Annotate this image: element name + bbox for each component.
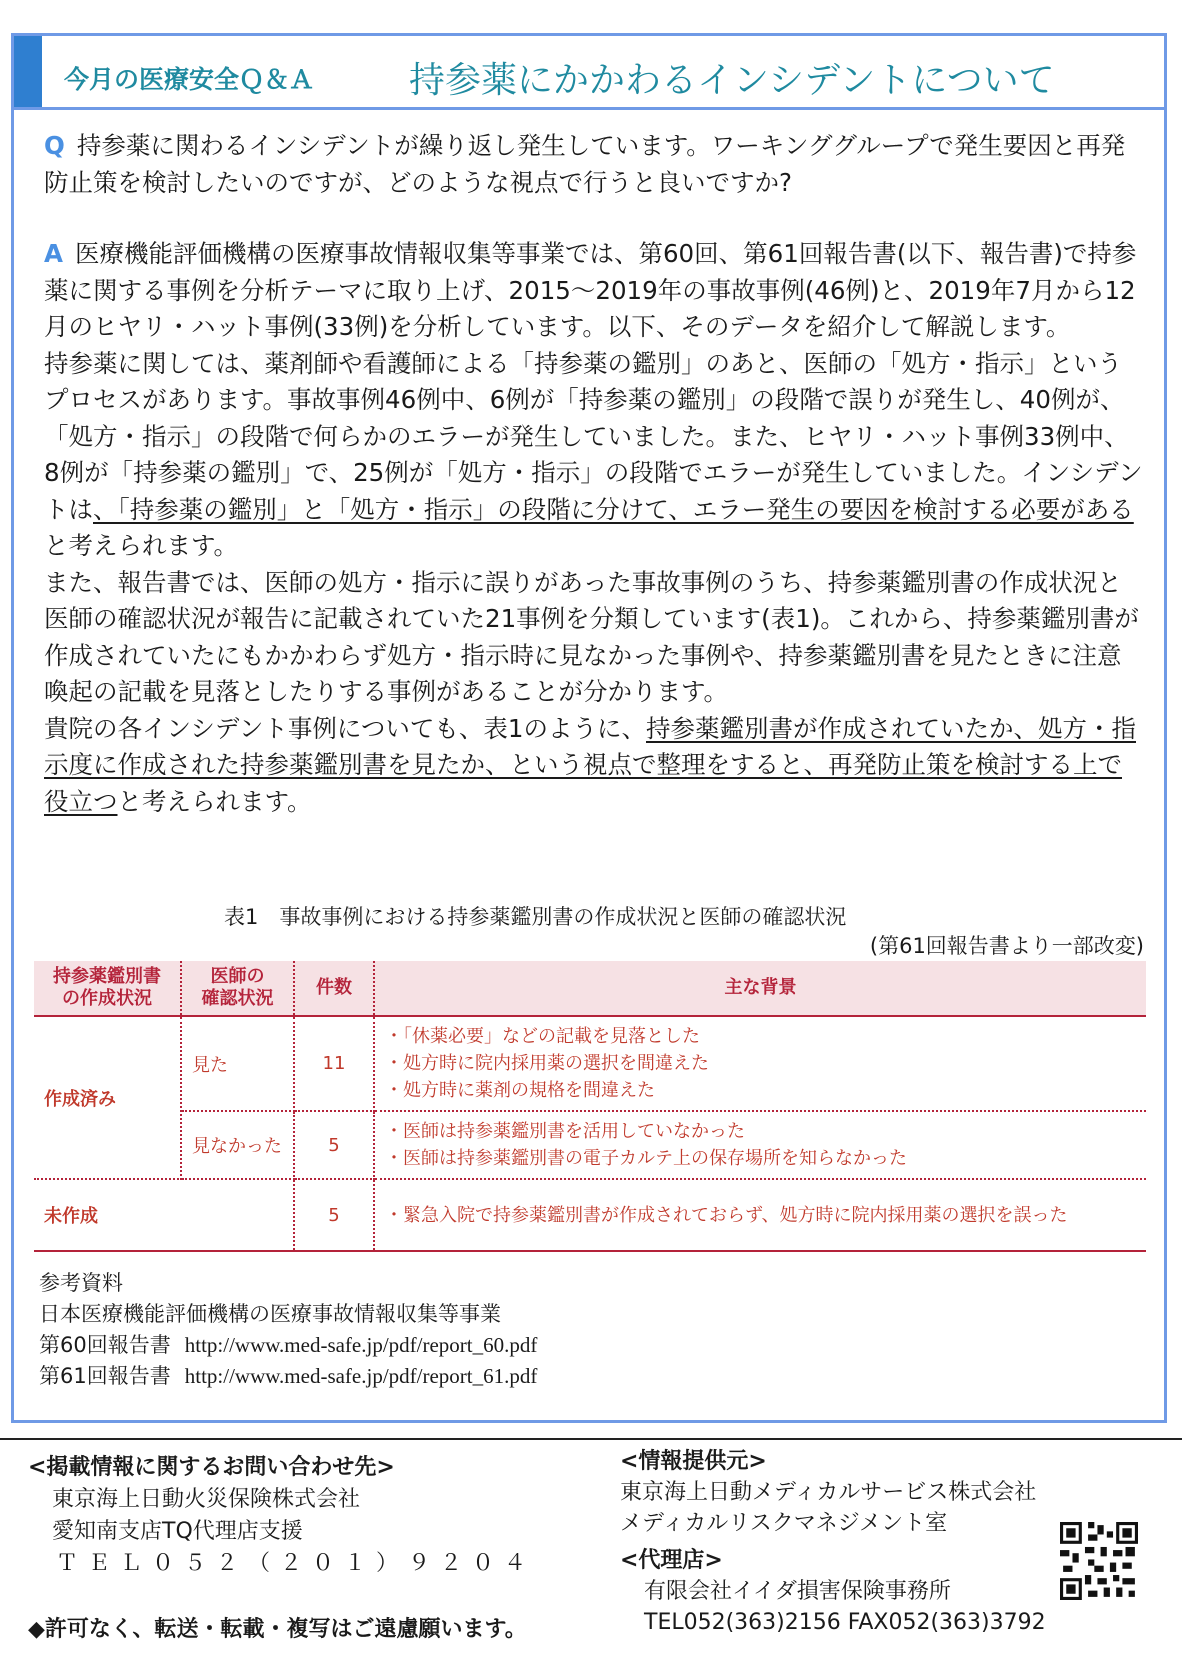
background-item: ・処方時に薬剤の規格を間違えた [385, 1080, 655, 1101]
provider-heading: <情報提供元> [620, 1449, 767, 1474]
contact-heading: <掲載情報に関するお問い合わせ先> [28, 1455, 395, 1480]
answer-paragraph-3: また、報告書では、医師の処方・指示に誤りがあった事故事例のうち、持参薬鑑別書の作成状況と医師の確認状況が報告に記載されていた21事例を分類しています(表1)。これから、持参薬鑑別書が作成されていたにもかかわらず処方・指示時に見なかった事例や、持参薬鑑別書を見たときに注意喚起の記載を見落としたりする事例があることが分かります。 [44, 567, 1139, 706]
header-accent [14, 36, 42, 107]
header-col2-line2: 確認状況 [201, 988, 274, 1009]
background-not-created [374, 1179, 1146, 1251]
agent-heading: <代理店> [620, 1548, 723, 1573]
answer-block [44, 236, 1144, 820]
table-header-row [34, 961, 1146, 1016]
answer-p1-text: 医療機能評価機構の医療事故情報収集等事業では、第60回、第61回報告書(以下、報告書)で持参薬に関する事例を分析テーマに取り上げ、2015～2019年の事故事例(46例)と、2019年7月から12月のヒヤリ・ハット事例(33例)を分析しています。以下、そのデータを紹介して解説します。 [44, 239, 1137, 341]
confirm-seen: 見た [181, 1016, 294, 1111]
background-item: ・医師は持参薬鑑別書を活用していなかった [385, 1121, 745, 1142]
table-row [34, 1111, 1146, 1179]
count-not-seen: 5 [294, 1111, 374, 1179]
article-frame [11, 33, 1167, 1423]
confirm-not-seen: 見なかった [181, 1111, 294, 1179]
header-cell-confirmation [181, 961, 294, 1016]
answer-paragraph-4 [44, 711, 1144, 821]
header-cell-background: 主な背景 [374, 961, 1146, 1016]
header-col1-line1: 持参薬鑑別書 [53, 966, 161, 987]
provider-company: 東京海上日動メディカルサービス株式会社 [620, 1480, 1037, 1505]
provider-info [620, 1446, 1046, 1638]
agent-name: 有限会社イイダ損害保険事務所 [644, 1579, 951, 1604]
count-seen: 11 [294, 1016, 374, 1111]
contact-tel: ＴＥＬ０５２（２０１）９２０４ [56, 1551, 537, 1576]
answer-paragraph-1 [44, 236, 1144, 346]
reference-60-link[interactable]: http://www.med-safe.jp/pdf/report_60.pdf [184, 1333, 538, 1357]
answer-p2-tail: と考えられます。 [44, 531, 239, 560]
header-bar [14, 36, 1164, 110]
table-row [34, 1179, 1146, 1251]
answer-paragraph-2 [44, 346, 1144, 565]
header-col1-line2: の作成状況 [62, 988, 152, 1009]
question-text: 持参薬に関わるインシデントが繰り返し発生しています。ワーキンググループで発生要因と再発防止策を検討したいのですが、どのような視点で行うと良いですか? [44, 131, 1126, 197]
background-item: ・緊急入院で持参薬鑑別書が作成されておらず、処方時に院内採用薬の選択を誤った [385, 1204, 1068, 1226]
incident-table [34, 961, 1146, 1252]
background-not-seen [374, 1111, 1146, 1179]
references-title: 参考資料 [39, 1271, 123, 1295]
table-caption: 表1 事故事例における持参薬鑑別書の作成状況と医師の確認状況 [224, 905, 847, 929]
answer-p4-tail: と考えられます。 [117, 786, 312, 816]
question-block [44, 128, 1144, 201]
contact-info [28, 1452, 536, 1580]
table-source: (第61回報告書より一部改変) [869, 934, 1144, 958]
agent-tel: TEL052(363)2156 FAX052(363)3792 [644, 1610, 1046, 1635]
answer-mark: A [44, 239, 63, 268]
table-row [34, 1016, 1146, 1111]
header-cell-creation [34, 961, 181, 1016]
qr-code-icon [1060, 1522, 1138, 1600]
count-not-created: 5 [294, 1179, 374, 1251]
question-mark: Q [44, 131, 65, 160]
header-cell-count: 件数 [294, 961, 374, 1016]
page-title: 持参薬にかかわるインシデントについて [409, 60, 1055, 101]
contact-company: 東京海上日動火災保険株式会社 [52, 1487, 361, 1512]
background-item: ・処方時に院内採用薬の選択を間違えた [385, 1053, 709, 1074]
references [39, 1268, 537, 1392]
background-seen [374, 1016, 1146, 1111]
reference-61-link[interactable]: http://www.med-safe.jp/pdf/report_61.pdf [184, 1364, 538, 1388]
background-item: ・医師は持参薬鑑別書の電子カルテ上の保存場所を知らなかった [385, 1148, 907, 1169]
reference-60 [39, 1330, 537, 1361]
reference-61-label: 第61回報告書 [39, 1364, 171, 1388]
answer-p2-underline: 、「持参薬の鑑別」と「処方・指示」の段階に分けて、エラー発生の要因を検討する必要がある [93, 494, 1134, 524]
answer-p4-text: 貴院の各インシデント事例についても、表1のように、 [44, 713, 646, 743]
footer-divider [0, 1438, 1182, 1440]
contact-branch: 愛知南支店TQ代理店支援 [52, 1519, 303, 1544]
header-label: 今月の医療安全Ｑ＆Ａ [64, 65, 315, 94]
header-col2-line1: 医師の [210, 966, 265, 987]
background-item: ・「休薬必要」などの記載を見落とした [385, 1026, 700, 1047]
copy-notice: ◆許可なく、転送・転載・複写はご遠慮願います。 [28, 1617, 527, 1642]
status-not-created: 未作成 [34, 1179, 294, 1251]
reference-60-label: 第60回報告書 [39, 1333, 171, 1357]
references-org: 日本医療機能評価機構の医療事故情報収集等事業 [39, 1302, 501, 1326]
status-created: 作成済み [34, 1016, 181, 1179]
answer-p2-text: 持参薬に関しては、薬剤師や看護師による「持参薬の鑑別」のあと、医師の「処方・指示」というプロセスがあります。事故事例46例中、6例が「持参薬の鑑別」の段階で誤りが発生し、40例が、「処方・指示」の段階で何らかのエラーが発生していました。また、ヒヤリ・ハット事例33例中、8例が「持参薬の鑑別」で、25例が「処方・指示」の段階でエラーが発生していました。インシデントは [44, 348, 1143, 524]
provider-dept: メディカルリスクマネジメント室 [620, 1511, 948, 1536]
reference-61 [39, 1361, 537, 1392]
answer-p4-underline: 持参薬鑑別書が作成されていたか、処方・指示度に作成された持参薬鑑別書を見たか、という視点で整理をすると、再発防止策を検討する上で役立つ [44, 713, 1136, 816]
